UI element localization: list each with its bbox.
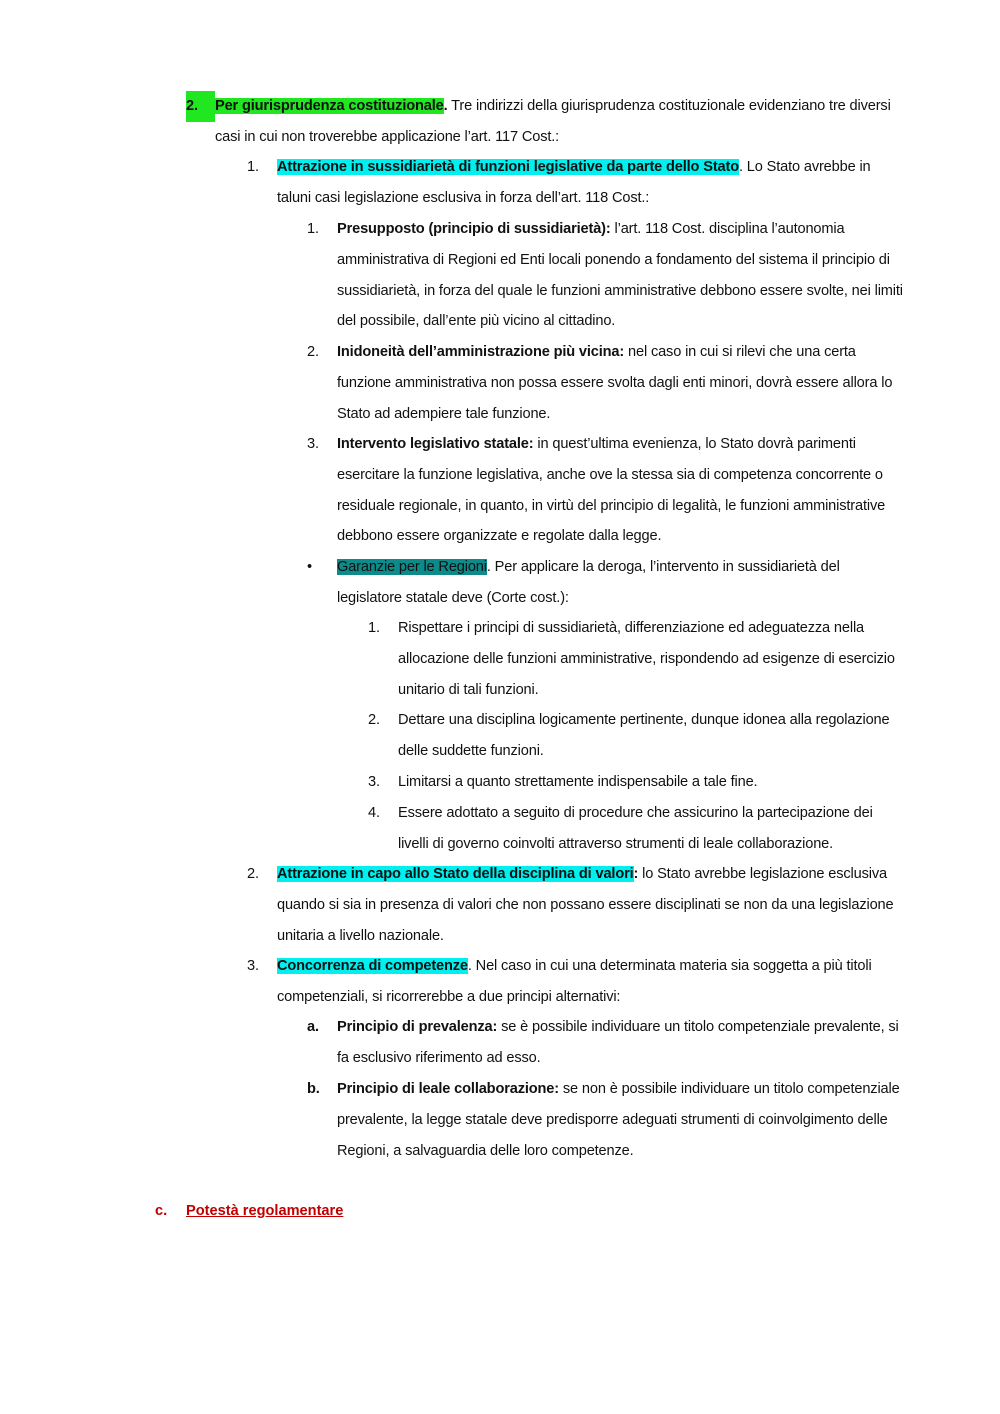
list-marker: 1.	[368, 620, 380, 636]
list-item	[247, 951, 905, 1013]
item-title: Principio di prevalenza:	[337, 1019, 498, 1035]
list-item	[307, 1074, 905, 1166]
list-item-content	[337, 429, 905, 552]
list-marker: 1.	[307, 221, 319, 237]
list-item	[368, 767, 906, 798]
list-marker: 2.	[186, 91, 215, 122]
item-text: nel caso in cui si rilevi che una certa funzione amministrativa non possa essere svolta dagli enti minori, dovrà essere allora lo Stato ad adempiere tale funzione.	[337, 344, 893, 422]
item-title: Inidoneità dell’amministrazione più vicina:	[337, 344, 625, 360]
list-item-content	[337, 337, 905, 429]
list-item-content	[215, 91, 905, 153]
list-item	[307, 337, 905, 429]
item-text: Dettare una disciplina logicamente pertinente, dunque idonea alla regolazione delle suddette funzioni.	[398, 712, 890, 759]
list-item	[247, 152, 905, 214]
item-title-sep: :	[633, 866, 639, 882]
list-marker: b.	[307, 1081, 320, 1097]
item-title: Garanzie per le Regioni	[337, 559, 487, 575]
list-marker: 3.	[247, 958, 259, 974]
item-text: l’art. 118 Cost. disciplina l’autonomia amministrativa di Regioni ed Enti locali ponendo a fondamento del sistema il principio di sussidiarietà, in forza del quale le funzioni amministrative debbono essere svolte, nei limiti del possibile, dall’ente più vicino al cittadino.	[337, 221, 903, 330]
list-marker: 2.	[307, 344, 319, 360]
item-text: Nel caso in cui una determinata materia sia soggetta a più titoli competenziali, si ricorrerebbe a due principi alternativi:	[277, 958, 872, 1005]
item-text: Per applicare la deroga, l’intervento in sussidiarietà del legislatore statale deve (Corte cost.):	[337, 559, 840, 606]
section-heading	[155, 1196, 344, 1227]
list-item-content	[277, 951, 905, 1013]
item-title: Principio di leale collaborazione:	[337, 1081, 559, 1097]
list-item-content	[337, 214, 905, 337]
item-text: in quest’ultima evenienza, lo Stato dovrà parimenti esercitare la funzione legislativa, anche ove la stessa sia di competenza concorrente o residuale regionale, in quanto, in virtù del principio di legalità, le funzioni amministrative debbono essere organizzate e regolate dalla legge.	[337, 436, 886, 545]
list-item	[307, 552, 905, 614]
list-item	[307, 214, 905, 337]
item-title-sep: .	[443, 98, 448, 114]
list-marker: 3.	[307, 436, 319, 452]
list-item	[307, 1012, 905, 1074]
list-item-content	[277, 859, 905, 951]
item-title-sep: .	[486, 559, 491, 575]
item-text: Essere adottato a seguito di procedure che assicurino la partecipazione dei livelli di governo coinvolti attraverso strumenti di leale collaborazione.	[398, 805, 873, 852]
item-text: lo Stato avrebbe legislazione esclusiva quando si sia in presenza di valori che non possano essere disciplinati se non da una legislazione unitaria a livello nazionale.	[277, 866, 894, 944]
item-title: Per giurisprudenza costituzionale	[215, 98, 444, 114]
item-title: Attrazione in capo allo Stato della disciplina di valori	[277, 866, 634, 882]
item-text: se è possibile individuare un titolo competenziale prevalente, si fa esclusivo riferimento ad esso.	[337, 1019, 899, 1066]
item-title: Attrazione in sussidiarietà di funzioni legislative da parte dello Stato	[277, 159, 739, 175]
item-title: Intervento legislativo statale:	[337, 436, 534, 452]
list-marker: 3.	[368, 774, 380, 790]
item-text: Limitarsi a quanto strettamente indispensabile a tale fine.	[398, 774, 758, 790]
item-title-sep: .	[738, 159, 743, 175]
item-text: Tre indirizzi della giurisprudenza costituzionale evidenziano tre diversi casi in cui non troverebbe applicazione l’art. 117 Cost.:	[215, 98, 891, 145]
item-text: Rispettare i principi di sussidiarietà, differenziazione ed adeguatezza nella allocazione delle funzioni amministrative, rispondendo ad esigenze di esercizio unitario di tali funzioni.	[398, 620, 895, 698]
item-title: Concorrenza di competenze	[277, 958, 468, 974]
item-title: Presupposto (principio di sussidiarietà):	[337, 221, 611, 237]
list-item	[368, 613, 906, 705]
list-marker: a.	[307, 1019, 319, 1035]
list-item	[247, 859, 905, 951]
list-item	[368, 798, 906, 860]
list-item	[186, 91, 905, 153]
item-text: Lo Stato avrebbe in taluni casi legislazione esclusiva in forza dell’art. 118 Cost.:	[277, 159, 871, 206]
list-item-content	[337, 552, 905, 614]
section-title: Potestà regolamentare	[186, 1203, 344, 1219]
list-marker: 2.	[247, 866, 259, 882]
list-marker: 2.	[368, 712, 380, 728]
list-item-content	[277, 152, 905, 214]
list-item	[368, 705, 906, 767]
list-item	[307, 429, 905, 552]
bullet-marker: •	[307, 559, 312, 575]
item-title-sep: .	[467, 958, 472, 974]
list-item-content	[337, 1012, 905, 1074]
section-marker: c.	[155, 1203, 168, 1219]
list-item-content	[337, 1074, 905, 1166]
item-text: se non è possibile individuare un titolo competenziale prevalente, la legge statale deve predisporre adeguati strumenti di coinvolgimento delle Regioni, a salvaguardia delle loro competenze.	[337, 1081, 900, 1159]
list-marker: 1.	[247, 159, 259, 175]
list-marker: 4.	[368, 805, 380, 821]
